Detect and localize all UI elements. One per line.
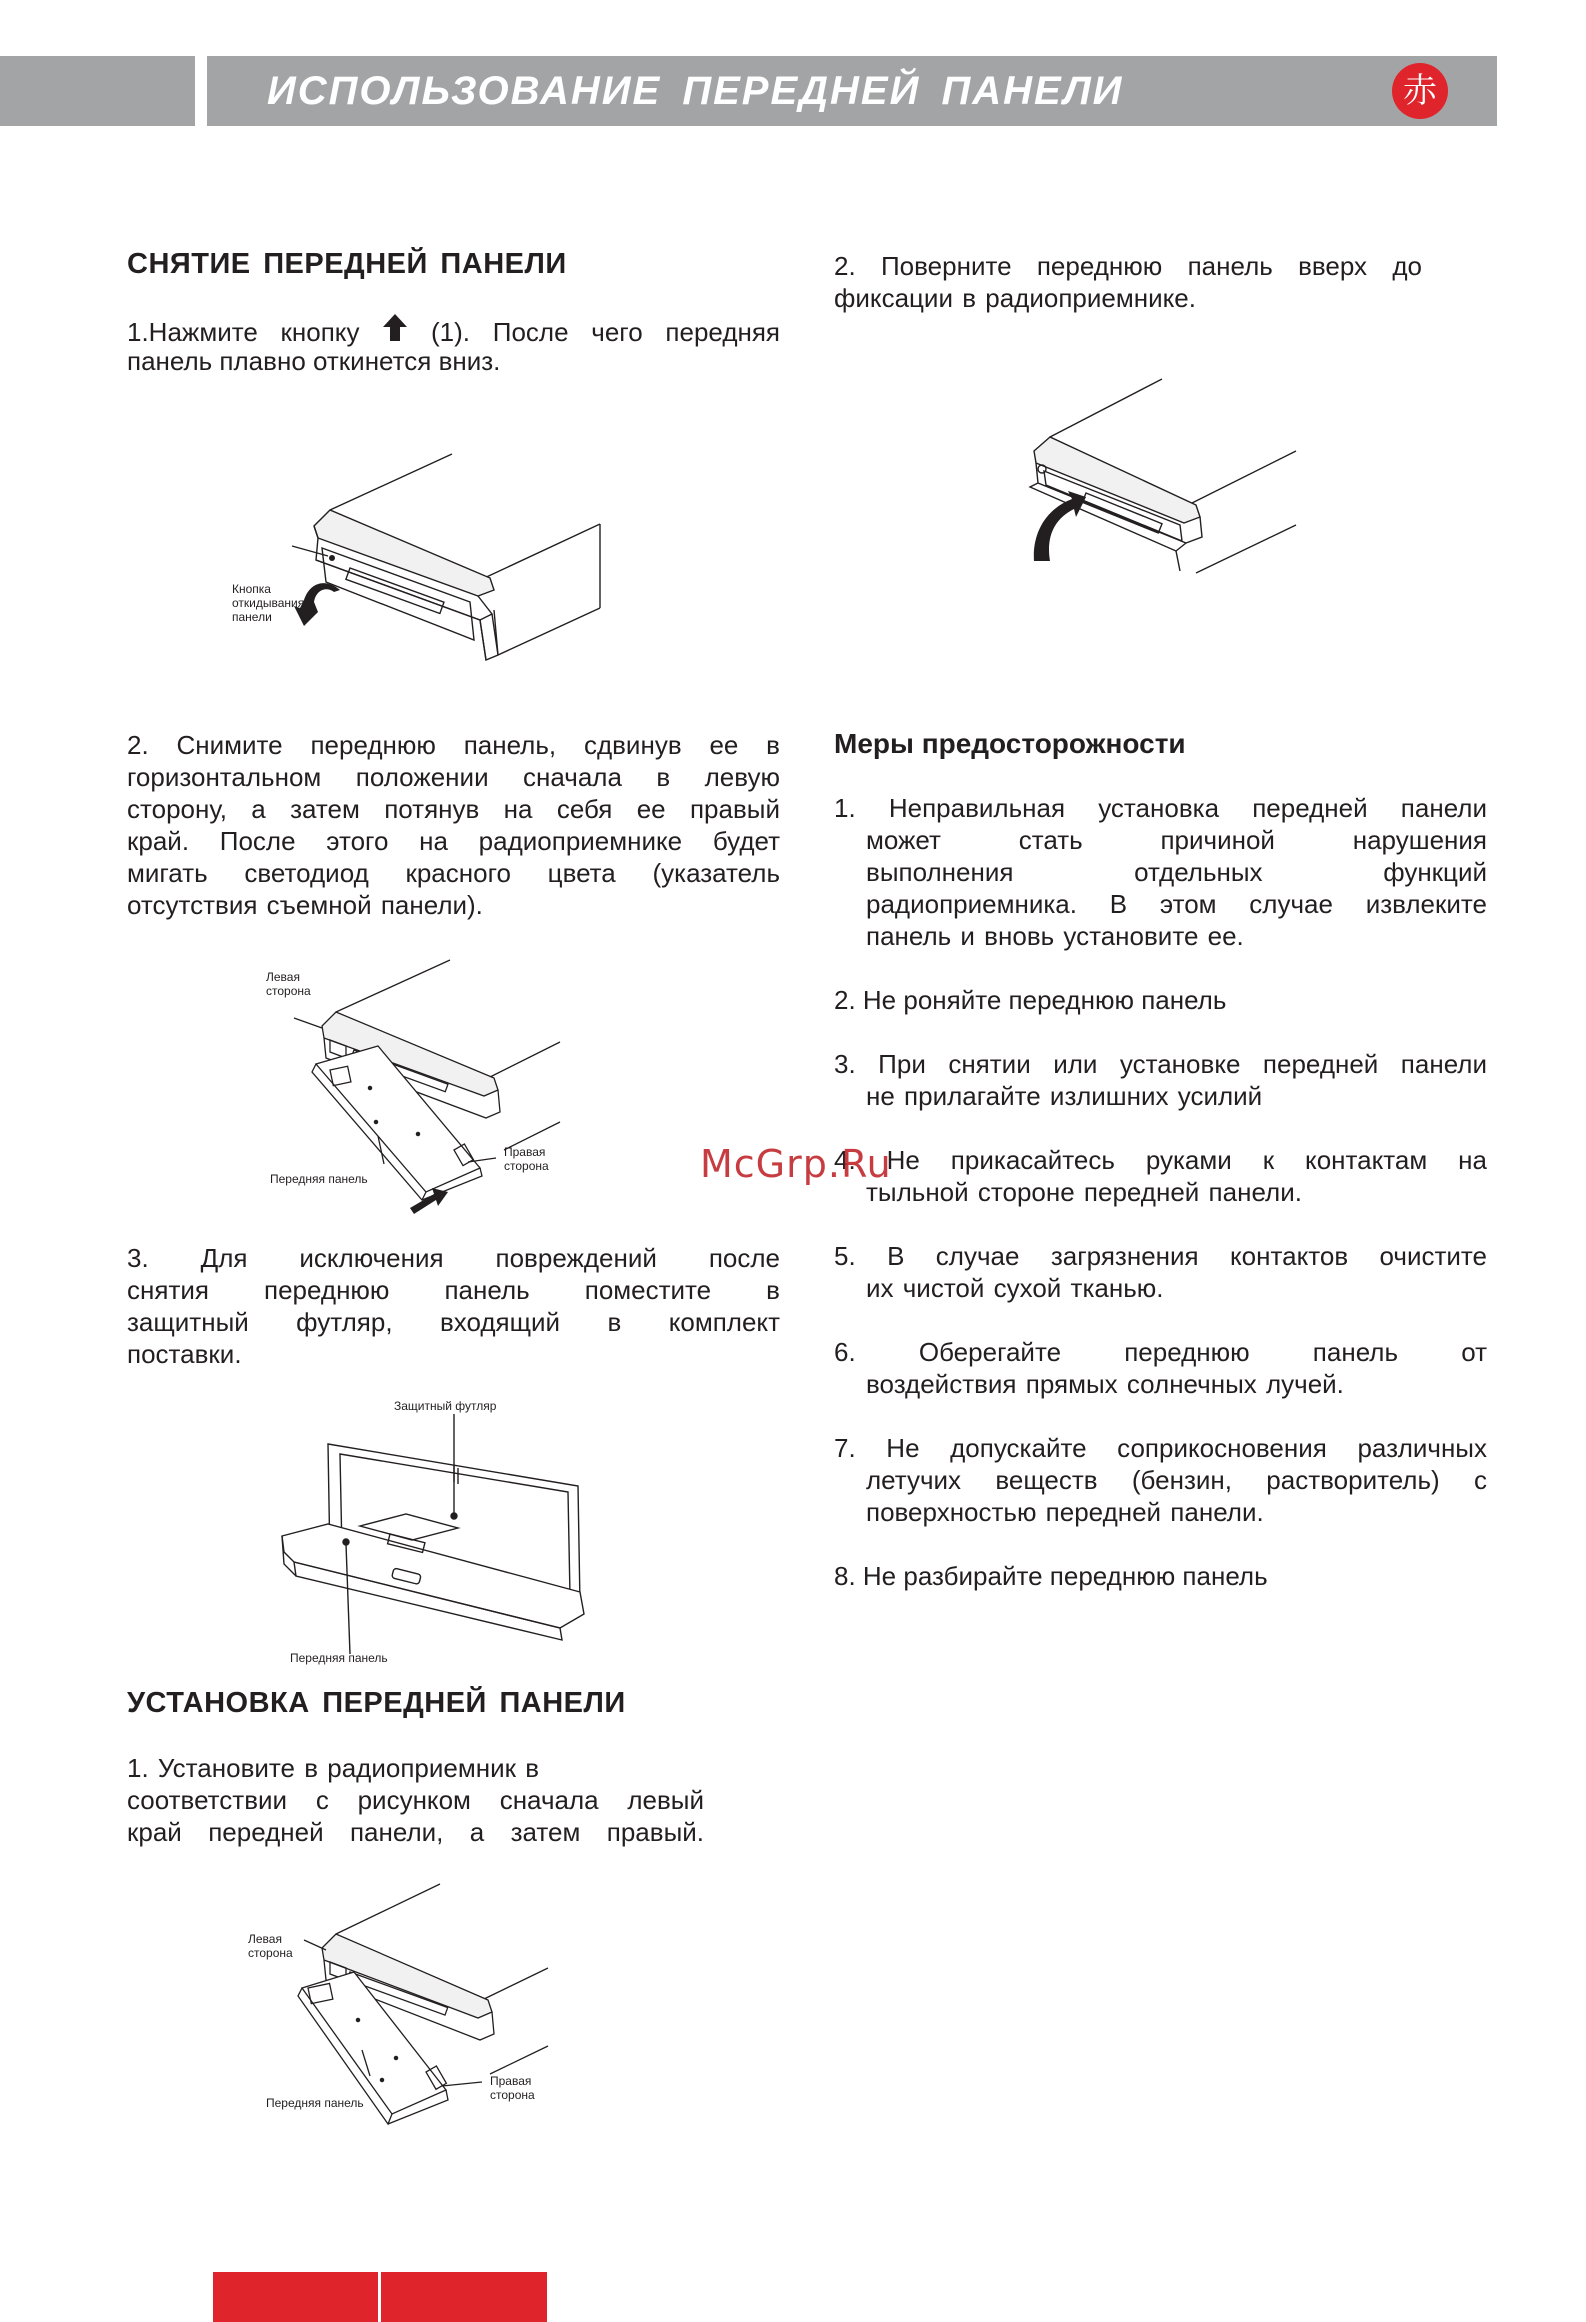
precaution-line: может стать причиной нарушения <box>866 825 1487 855</box>
header-left-block <box>0 56 195 126</box>
removal-step1 <box>127 313 780 377</box>
precaution-line: тыльной стороне передней панели. <box>866 1177 1302 1207</box>
removal-step1-suffix: (1). После чего передняя <box>431 317 781 347</box>
fig2-left-2: сторона <box>266 984 311 998</box>
precautions-heading: Меры предосторожности <box>834 728 1186 759</box>
removal-step1-prefix: 1.Нажмите кнопку <box>127 317 360 347</box>
removal-step3-line: поставки. <box>127 1339 242 1369</box>
precaution-item-8 <box>834 1560 1487 1592</box>
fig4-right-2: сторона <box>490 2088 535 2102</box>
precaution-line: 2. Не роняйте переднюю панель <box>834 985 1227 1015</box>
fig1-label-3: панели <box>232 610 272 624</box>
install-step1-line: край передней панели, а затем правый. <box>127 1817 704 1847</box>
precaution-line: 6. Оберегайте переднюю панель от <box>834 1337 1487 1367</box>
rotate-step2-line: фиксации в радиоприемнике. <box>834 283 1196 313</box>
install-step1 <box>127 1752 704 1848</box>
fig4-left-1: Левая <box>248 1932 282 1946</box>
precaution-item-4 <box>834 1144 1487 1208</box>
fig4-front: Передняя панель <box>266 2096 364 2110</box>
precaution-line: радиоприемника. В этом случае извлеките <box>866 889 1487 919</box>
precaution-line: 4. Не прикасайтесь руками к контактам на <box>834 1145 1487 1175</box>
fig1-label-2: откидывания <box>232 596 305 610</box>
removal-step3 <box>127 1242 780 1370</box>
precaution-item-6 <box>834 1336 1487 1400</box>
fig3-panel-label: Передняя панель <box>290 1651 388 1665</box>
precaution-item-5 <box>834 1240 1487 1304</box>
precaution-line: не прилагайте излишних усилий <box>866 1081 1263 1111</box>
precaution-line: 5. В случае загрязнения контактов очистите <box>834 1241 1487 1271</box>
footer-block-right <box>381 2272 547 2322</box>
arrow-up-icon <box>382 313 408 343</box>
fig2-front: Передняя панель <box>270 1172 368 1186</box>
footer-block-left <box>213 2272 378 2322</box>
precaution-item-1 <box>834 792 1487 952</box>
removal-step3-line: снятия переднюю панель поместите в <box>127 1275 780 1305</box>
precaution-line: панель и вновь установите ее. <box>866 921 1244 951</box>
removal-step2-line: край. После этого на радиоприемнике будет <box>127 826 780 856</box>
removal-step2-line: 2. Снимите переднюю панель, сдвинув ее в <box>127 730 780 760</box>
removal-step2-line: отсутствия съемной панели). <box>127 890 483 920</box>
fig3-case-label: Защитный футляр <box>394 1399 497 1413</box>
removal-step3-line: защитный футляр, входящий в комплект <box>127 1307 780 1337</box>
precaution-line: выполнения отдельных функций <box>866 857 1487 887</box>
page-title: ИСПОЛЬЗОВАНИЕ ПЕРЕДНЕЙ ПАНЕЛИ <box>267 69 1124 113</box>
precaution-line: 8. Не разбирайте переднюю панель <box>834 1561 1268 1591</box>
figure-panel-install <box>246 1880 556 2140</box>
watermark: McGrp.Ru <box>700 1142 892 1186</box>
install-step1-line: 1. Установите в радиоприемник в <box>127 1753 540 1783</box>
precaution-line: поверхностью передней панели. <box>866 1497 1264 1527</box>
brand-logo-icon: 赤 <box>1392 63 1448 119</box>
precaution-line: летучих веществ (бензин, растворитель) с <box>866 1465 1487 1495</box>
fig1-label-1: Кнопка <box>232 582 271 596</box>
figure-panel-release <box>230 450 610 690</box>
install-step1-line: соответствии с рисунком сначала левый <box>127 1785 704 1815</box>
removal-step2 <box>127 729 780 921</box>
removal-step2-line: горизонтальном положении сначала в левую <box>127 762 780 792</box>
removal-step2-line: мигать светодиод красного цвета (указатель <box>127 858 780 888</box>
install-heading: УСТАНОВКА ПЕРЕДНЕЙ ПАНЕЛИ <box>127 1687 626 1719</box>
precaution-item-2 <box>834 984 1487 1016</box>
rotate-step2 <box>834 250 1422 314</box>
figure-protective-case <box>278 1392 588 1672</box>
precaution-line: воздействия прямых солнечных лучей. <box>866 1369 1344 1399</box>
rotate-step2-line: 2. Поверните переднюю панель вверх до <box>834 251 1422 281</box>
precaution-item-3 <box>834 1048 1487 1112</box>
removal-step2-line: сторону, а затем потянув на себя ее правый <box>127 794 780 824</box>
fig2-left-1: Левая <box>266 970 300 984</box>
figure-panel-rotate <box>1020 375 1300 575</box>
fig4-left-2: сторона <box>248 1946 293 1960</box>
removal-step1-line2: панель плавно откинется вниз. <box>127 346 501 376</box>
precaution-line: их чистой сухой тканью. <box>866 1273 1164 1303</box>
removal-heading: СНЯТИЕ ПЕРЕДНЕЙ ПАНЕЛИ <box>127 248 567 280</box>
precaution-line: 7. Не допускайте соприкосновения различных <box>834 1433 1487 1463</box>
fig2-right-1: Правая <box>504 1145 546 1159</box>
precaution-item-7 <box>834 1432 1487 1528</box>
removal-step3-line: 3. Для исключения повреждений после <box>127 1243 780 1273</box>
fig4-right-1: Правая <box>490 2074 532 2088</box>
fig2-right-2: сторона <box>504 1159 549 1173</box>
figure-panel-remove <box>258 958 568 1218</box>
precaution-line: 1. Неправильная установка передней панели <box>834 793 1487 823</box>
precaution-line: 3. При снятии или установке передней панели <box>834 1049 1487 1079</box>
